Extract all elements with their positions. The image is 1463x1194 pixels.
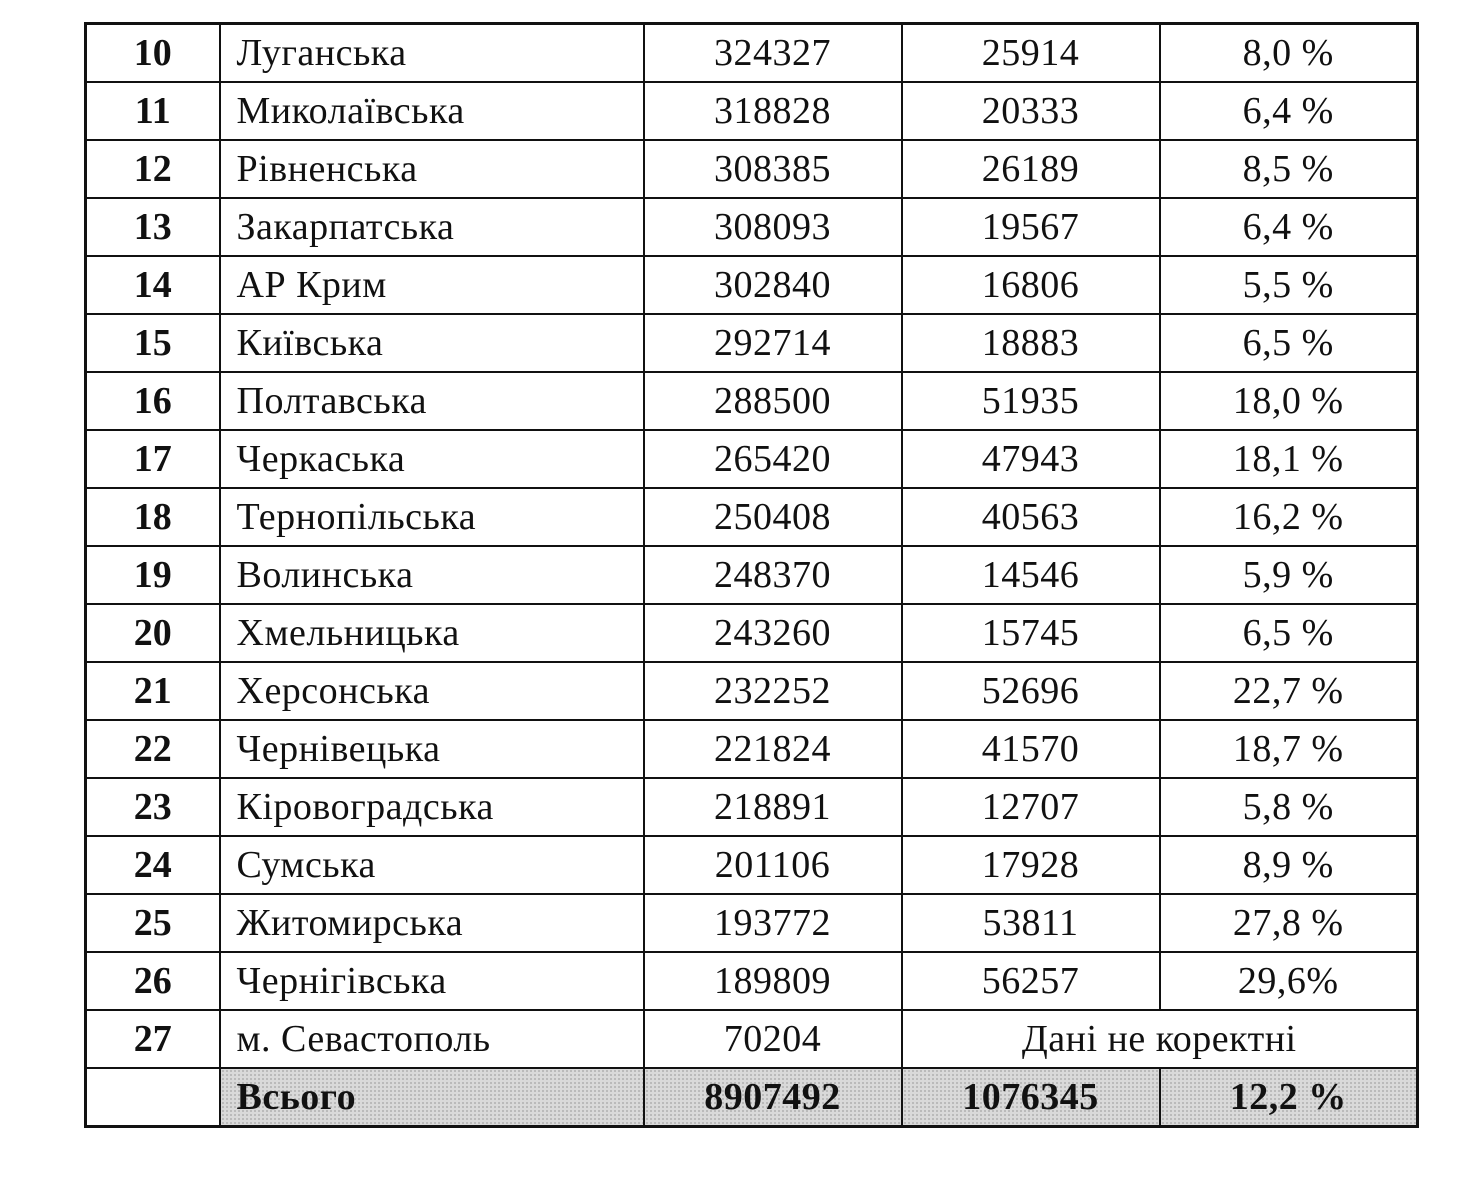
row-number: 25: [86, 894, 220, 952]
row-number: 12: [86, 140, 220, 198]
row-number: 19: [86, 546, 220, 604]
value-a: 201106: [644, 836, 902, 894]
percent-value: 6,5 %: [1160, 314, 1418, 372]
value-a: 292714: [644, 314, 902, 372]
empty-cell: [86, 1068, 220, 1127]
value-b: 12707: [902, 778, 1160, 836]
region-name: Полтавська: [220, 372, 644, 430]
row-number: 21: [86, 662, 220, 720]
table-row: [86, 314, 1418, 372]
table-row: [86, 836, 1418, 894]
percent-value: 8,5 %: [1160, 140, 1418, 198]
table-row: [86, 546, 1418, 604]
table-row-sevastopol: [86, 1010, 1418, 1068]
region-name: Волинська: [220, 546, 644, 604]
regions-table: [84, 22, 1419, 1128]
row-number: 10: [86, 24, 220, 83]
percent-value: 18,1 %: [1160, 430, 1418, 488]
value-a: 308385: [644, 140, 902, 198]
region-name: Київська: [220, 314, 644, 372]
region-name: Тернопільська: [220, 488, 644, 546]
value-b: 56257: [902, 952, 1160, 1010]
percent-value: 22,7 %: [1160, 662, 1418, 720]
value-a: 308093: [644, 198, 902, 256]
value-a: 189809: [644, 952, 902, 1010]
value-b: 52696: [902, 662, 1160, 720]
row-number: 23: [86, 778, 220, 836]
table-row: [86, 24, 1418, 83]
region-name: Закарпатська: [220, 198, 644, 256]
value-a: 248370: [644, 546, 902, 604]
table-row: [86, 662, 1418, 720]
value-b: 19567: [902, 198, 1160, 256]
value-a: 193772: [644, 894, 902, 952]
row-number: 13: [86, 198, 220, 256]
value-a: 243260: [644, 604, 902, 662]
table-row: [86, 430, 1418, 488]
percent-value: 29,6%: [1160, 952, 1418, 1010]
region-name: Херсонська: [220, 662, 644, 720]
table-row: [86, 256, 1418, 314]
incorrect-data-note: Дані не коректні: [902, 1010, 1418, 1068]
value-b: 15745: [902, 604, 1160, 662]
percent-value: 6,5 %: [1160, 604, 1418, 662]
table-row: [86, 198, 1418, 256]
value-a: 70204: [644, 1010, 902, 1068]
row-number: 15: [86, 314, 220, 372]
value-b: 18883: [902, 314, 1160, 372]
value-a: 221824: [644, 720, 902, 778]
table-row: [86, 82, 1418, 140]
row-number: 17: [86, 430, 220, 488]
value-b: 53811: [902, 894, 1160, 952]
region-name: Рівненська: [220, 140, 644, 198]
total-percent: 12,2 %: [1160, 1068, 1418, 1127]
value-b: 40563: [902, 488, 1160, 546]
value-b: 17928: [902, 836, 1160, 894]
value-a: 288500: [644, 372, 902, 430]
percent-value: 6,4 %: [1160, 198, 1418, 256]
percent-value: 16,2 %: [1160, 488, 1418, 546]
total-label: Всього: [220, 1068, 644, 1127]
region-name: Чернівецька: [220, 720, 644, 778]
region-name: Чернігівська: [220, 952, 644, 1010]
table-body: [86, 24, 1418, 1127]
percent-value: 18,0 %: [1160, 372, 1418, 430]
row-number: 18: [86, 488, 220, 546]
value-a: 265420: [644, 430, 902, 488]
row-number: 20: [86, 604, 220, 662]
value-a: 324327: [644, 24, 902, 83]
row-number: 11: [86, 82, 220, 140]
value-a: 232252: [644, 662, 902, 720]
percent-value: 5,8 %: [1160, 778, 1418, 836]
value-b: 20333: [902, 82, 1160, 140]
percent-value: 5,5 %: [1160, 256, 1418, 314]
table-row: [86, 372, 1418, 430]
row-number: 22: [86, 720, 220, 778]
table-row: [86, 488, 1418, 546]
value-a: 302840: [644, 256, 902, 314]
row-number: 14: [86, 256, 220, 314]
percent-value: 18,7 %: [1160, 720, 1418, 778]
total-value-b: 1076345: [902, 1068, 1160, 1127]
region-name: Хмельницька: [220, 604, 644, 662]
table-row-total: [86, 1068, 1418, 1127]
total-value-a: 8907492: [644, 1068, 902, 1127]
table-row: [86, 778, 1418, 836]
table-row: [86, 952, 1418, 1010]
value-a: 318828: [644, 82, 902, 140]
table-row: [86, 720, 1418, 778]
value-b: 25914: [902, 24, 1160, 83]
region-name: м. Севастополь: [220, 1010, 644, 1068]
value-b: 14546: [902, 546, 1160, 604]
value-b: 26189: [902, 140, 1160, 198]
region-name: Кіровоградська: [220, 778, 644, 836]
value-b: 41570: [902, 720, 1160, 778]
region-name: Сумська: [220, 836, 644, 894]
row-number: 26: [86, 952, 220, 1010]
region-name: Луганська: [220, 24, 644, 83]
percent-value: 27,8 %: [1160, 894, 1418, 952]
value-b: 16806: [902, 256, 1160, 314]
row-number: 16: [86, 372, 220, 430]
region-name: Миколаївська: [220, 82, 644, 140]
table-row: [86, 140, 1418, 198]
value-b: 47943: [902, 430, 1160, 488]
table-row: [86, 894, 1418, 952]
region-name: АР Крим: [220, 256, 644, 314]
value-b: 51935: [902, 372, 1160, 430]
percent-value: 6,4 %: [1160, 82, 1418, 140]
percent-value: 5,9 %: [1160, 546, 1418, 604]
statistics-table-container: [84, 22, 1419, 1128]
region-name: Черкаська: [220, 430, 644, 488]
value-a: 250408: [644, 488, 902, 546]
table-row: [86, 604, 1418, 662]
percent-value: 8,9 %: [1160, 836, 1418, 894]
row-number: 27: [86, 1010, 220, 1068]
value-a: 218891: [644, 778, 902, 836]
region-name: Житомирська: [220, 894, 644, 952]
row-number: 24: [86, 836, 220, 894]
percent-value: 8,0 %: [1160, 24, 1418, 83]
